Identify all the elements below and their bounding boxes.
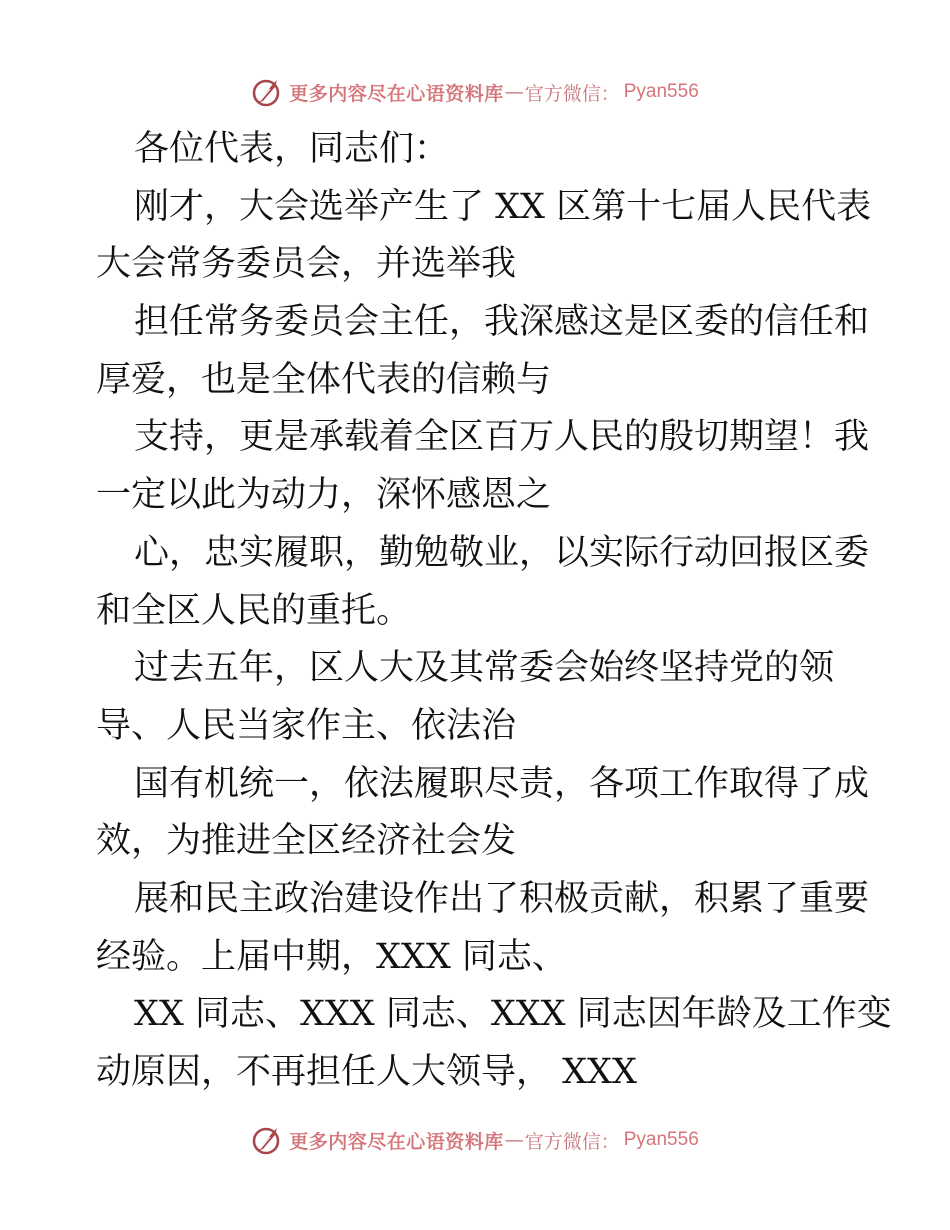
banner-wechat-id: Pyan556 bbox=[623, 1129, 699, 1150]
text-line: 经验。上届中期，XXX 同志、 bbox=[96, 936, 567, 977]
text-line: 各位代表，同志们： bbox=[134, 129, 450, 169]
text-line: 一定以此为动力，深怀感恩之 bbox=[96, 475, 552, 516]
text-line: 效，为推进全区经济社会发 bbox=[96, 821, 517, 862]
banner-wechat-id: Pyan556 bbox=[623, 81, 699, 102]
text-line: 刚才，大会选举产生了 XX 区第十七届人民代表 bbox=[134, 186, 872, 227]
banner-wechat-label: 官方微信： bbox=[524, 82, 620, 105]
text-line: 国有机统一，依法履职尽责，各项工作取得了成 bbox=[134, 763, 870, 804]
document-body bbox=[96, 121, 892, 1102]
footer-banner bbox=[0, 1120, 950, 1160]
quill-pen-logo-icon bbox=[251, 76, 283, 108]
text-line: 动原因，不再担任人大领导， XXX bbox=[96, 1052, 637, 1092]
text-line: 厚爱，也是全体代表的信赖与 bbox=[96, 359, 552, 400]
text-line: 担任常务委员会主任，我深感这是区委的信任和 bbox=[134, 302, 870, 343]
quill-pen-logo-icon bbox=[251, 1124, 283, 1156]
banner-separator: — bbox=[504, 1129, 524, 1151]
text-line: 大会常务委员会，并选举我 bbox=[96, 244, 517, 285]
text-line: 过去五年，区人大及其常委会始终坚持党的领 bbox=[134, 648, 835, 689]
text-line: 支持，更是承载着全区百万人民的殷切期望！我 bbox=[134, 417, 870, 458]
banner-title: 更多内容尽在心语资料库 bbox=[289, 82, 504, 105]
banner-title: 更多内容尽在心语资料库 bbox=[289, 1130, 504, 1153]
text-line: 展和民主政治建设作出了积极贡献，积累了重要 bbox=[134, 878, 870, 919]
banner-separator: — bbox=[504, 81, 524, 103]
text-line: 心，忠实履职，勤勉敬业，以实际行动回报区委 bbox=[134, 532, 870, 573]
text-line: 和全区人民的重托。 bbox=[96, 590, 412, 631]
text-line: 导、人民当家作主、依法治 bbox=[96, 705, 517, 746]
header-banner bbox=[0, 72, 950, 112]
text-line: XX 同志、XXX 同志、XXX 同志因年龄及工作变 bbox=[134, 994, 892, 1035]
banner-wechat-label: 官方微信： bbox=[524, 1130, 620, 1153]
